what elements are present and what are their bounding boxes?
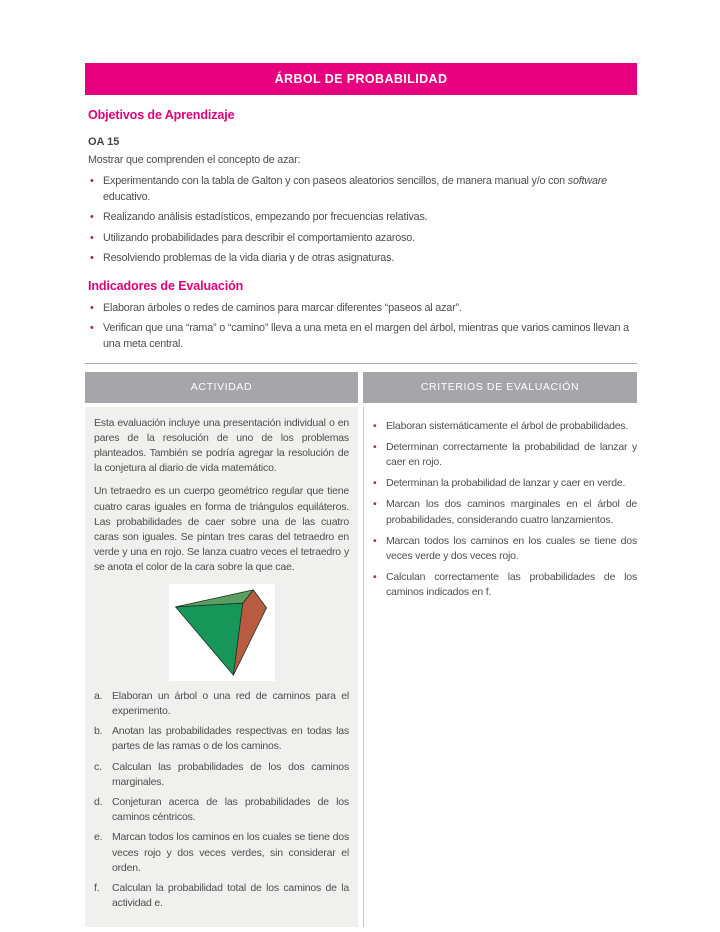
list-item	[85, 173, 637, 205]
list-item	[94, 689, 349, 719]
list-item: • Utilizando probabilidades para describir el comportamiento azaroso.	[85, 230, 637, 246]
tetrahedron-front-face	[175, 603, 242, 675]
page-title: ÁRBOL DE PROBABILIDAD	[274, 72, 448, 86]
item-label: e.	[94, 831, 103, 844]
objetivos-intro: Mostrar que comprenden el concepto de azar:	[88, 154, 301, 166]
list-item	[94, 795, 349, 825]
actividad-paragraph: Esta evaluación incluye una presentación individual o en pares de la resolución de uno de los problemas planteados. También se podría agregar la resolución de la conjetura al diario de vida matemático.	[94, 416, 349, 475]
list-item: • Marcan todos los caminos en los cuales se tiene dos veces verde y dos veces rojo.	[371, 534, 637, 564]
criterios-bullet-list	[371, 419, 637, 601]
title-bar	[85, 63, 637, 95]
list-item	[94, 881, 349, 911]
objetivos-bullet-list	[85, 173, 637, 266]
page-content	[85, 63, 637, 932]
indicadores-bullet-list	[85, 300, 637, 353]
list-item	[94, 830, 349, 876]
item-text: Marcan todos los caminos en los cuales se tiene dos veces rojo y dos veces verdes, sin considerar el orden.	[112, 831, 349, 874]
list-item: • Determinan la probabilidad de lanzar y caer en verde.	[371, 476, 637, 491]
list-item: • Elaboran árboles o redes de caminos para marcar diferentes “paseos al azar”.	[85, 300, 637, 316]
actividad-paragraph: Un tetraedro es un cuerpo geométrico regular que tiene cuatro caras iguales en forma de triángulos equiláteros. Las probabilidades de caer sobre una de las cuatro caras son iguales. Se pintan tres caras del tetraedro en verde y una en rojo. Se lanza cuatro veces el tetraedro y se anota el color de la cara sobre la que cae.	[94, 485, 349, 574]
item-label: a.	[94, 689, 103, 702]
list-item: • Resolviendo problemas de la vida diaria y de otras asignaturas.	[85, 250, 637, 266]
column-header-criterios: CRITERIOS DE EVALUACIÓN	[363, 372, 637, 403]
item-label: d.	[94, 796, 103, 808]
list-item: • Marcan los dos caminos marginales en el árbol de probabilidades, considerando cuatro lanzamientos.	[371, 497, 637, 527]
item-label: b.	[94, 725, 103, 738]
tetrahedron-icon	[172, 587, 272, 678]
objetivos-heading: Objetivos de Aprendizaje	[88, 108, 235, 122]
list-item	[94, 724, 349, 754]
list-item	[94, 760, 349, 790]
indicadores-heading: Indicadores de Evaluación	[88, 278, 244, 293]
item-label: f.	[94, 882, 100, 895]
tetrahedron-illustration	[169, 584, 275, 681]
column-header-actividad: ACTIVIDAD	[85, 372, 358, 403]
actividad-cell	[85, 407, 358, 927]
item-text: Anotan las probabilidades respectivas en todas las partes de las ramas o de los caminos.	[112, 725, 349, 753]
evaluation-table	[85, 372, 637, 927]
item-text: Calculan las probabilidades de los dos caminos marginales.	[112, 760, 349, 788]
criterios-cell	[363, 407, 637, 927]
item-label: c.	[94, 760, 102, 773]
table-top-rule	[85, 363, 637, 364]
list-item: • Determinan correctamente la probabilidad de lanzar y caer en rojo.	[371, 440, 637, 470]
list-item: • Realizando análisis estadísticos, empezando por frecuencias relativas.	[85, 209, 637, 225]
item-text: Conjeturan acerca de las probabilidades de los caminos céntricos.	[112, 796, 349, 824]
item-text: Elaboran un árbol o una red de caminos para el experimento.	[112, 689, 349, 717]
bullet-text: Experimentando con la tabla de Galton y con paseos aleatorios sencillos, de manera manual y/o con	[103, 175, 568, 187]
bullet-text-italic: software	[567, 175, 607, 187]
list-item: • Verifican que una “rama” o “camino” lleva a una meta en el margen del árbol, mientras que varios caminos llevan a una meta central.	[85, 320, 637, 352]
oa-code: OA 15	[88, 136, 120, 148]
list-item: • Elaboran sistemáticamente el árbol de probabilidades.	[371, 419, 637, 434]
actividad-lettered-list	[94, 689, 349, 912]
bullet-text: educativo.	[103, 191, 151, 204]
list-item: • Calculan correctamente las probabilidades de los caminos indicados en f.	[371, 570, 637, 600]
item-text: Calculan la probabilidad total de los caminos de la actividad e.	[112, 882, 349, 910]
